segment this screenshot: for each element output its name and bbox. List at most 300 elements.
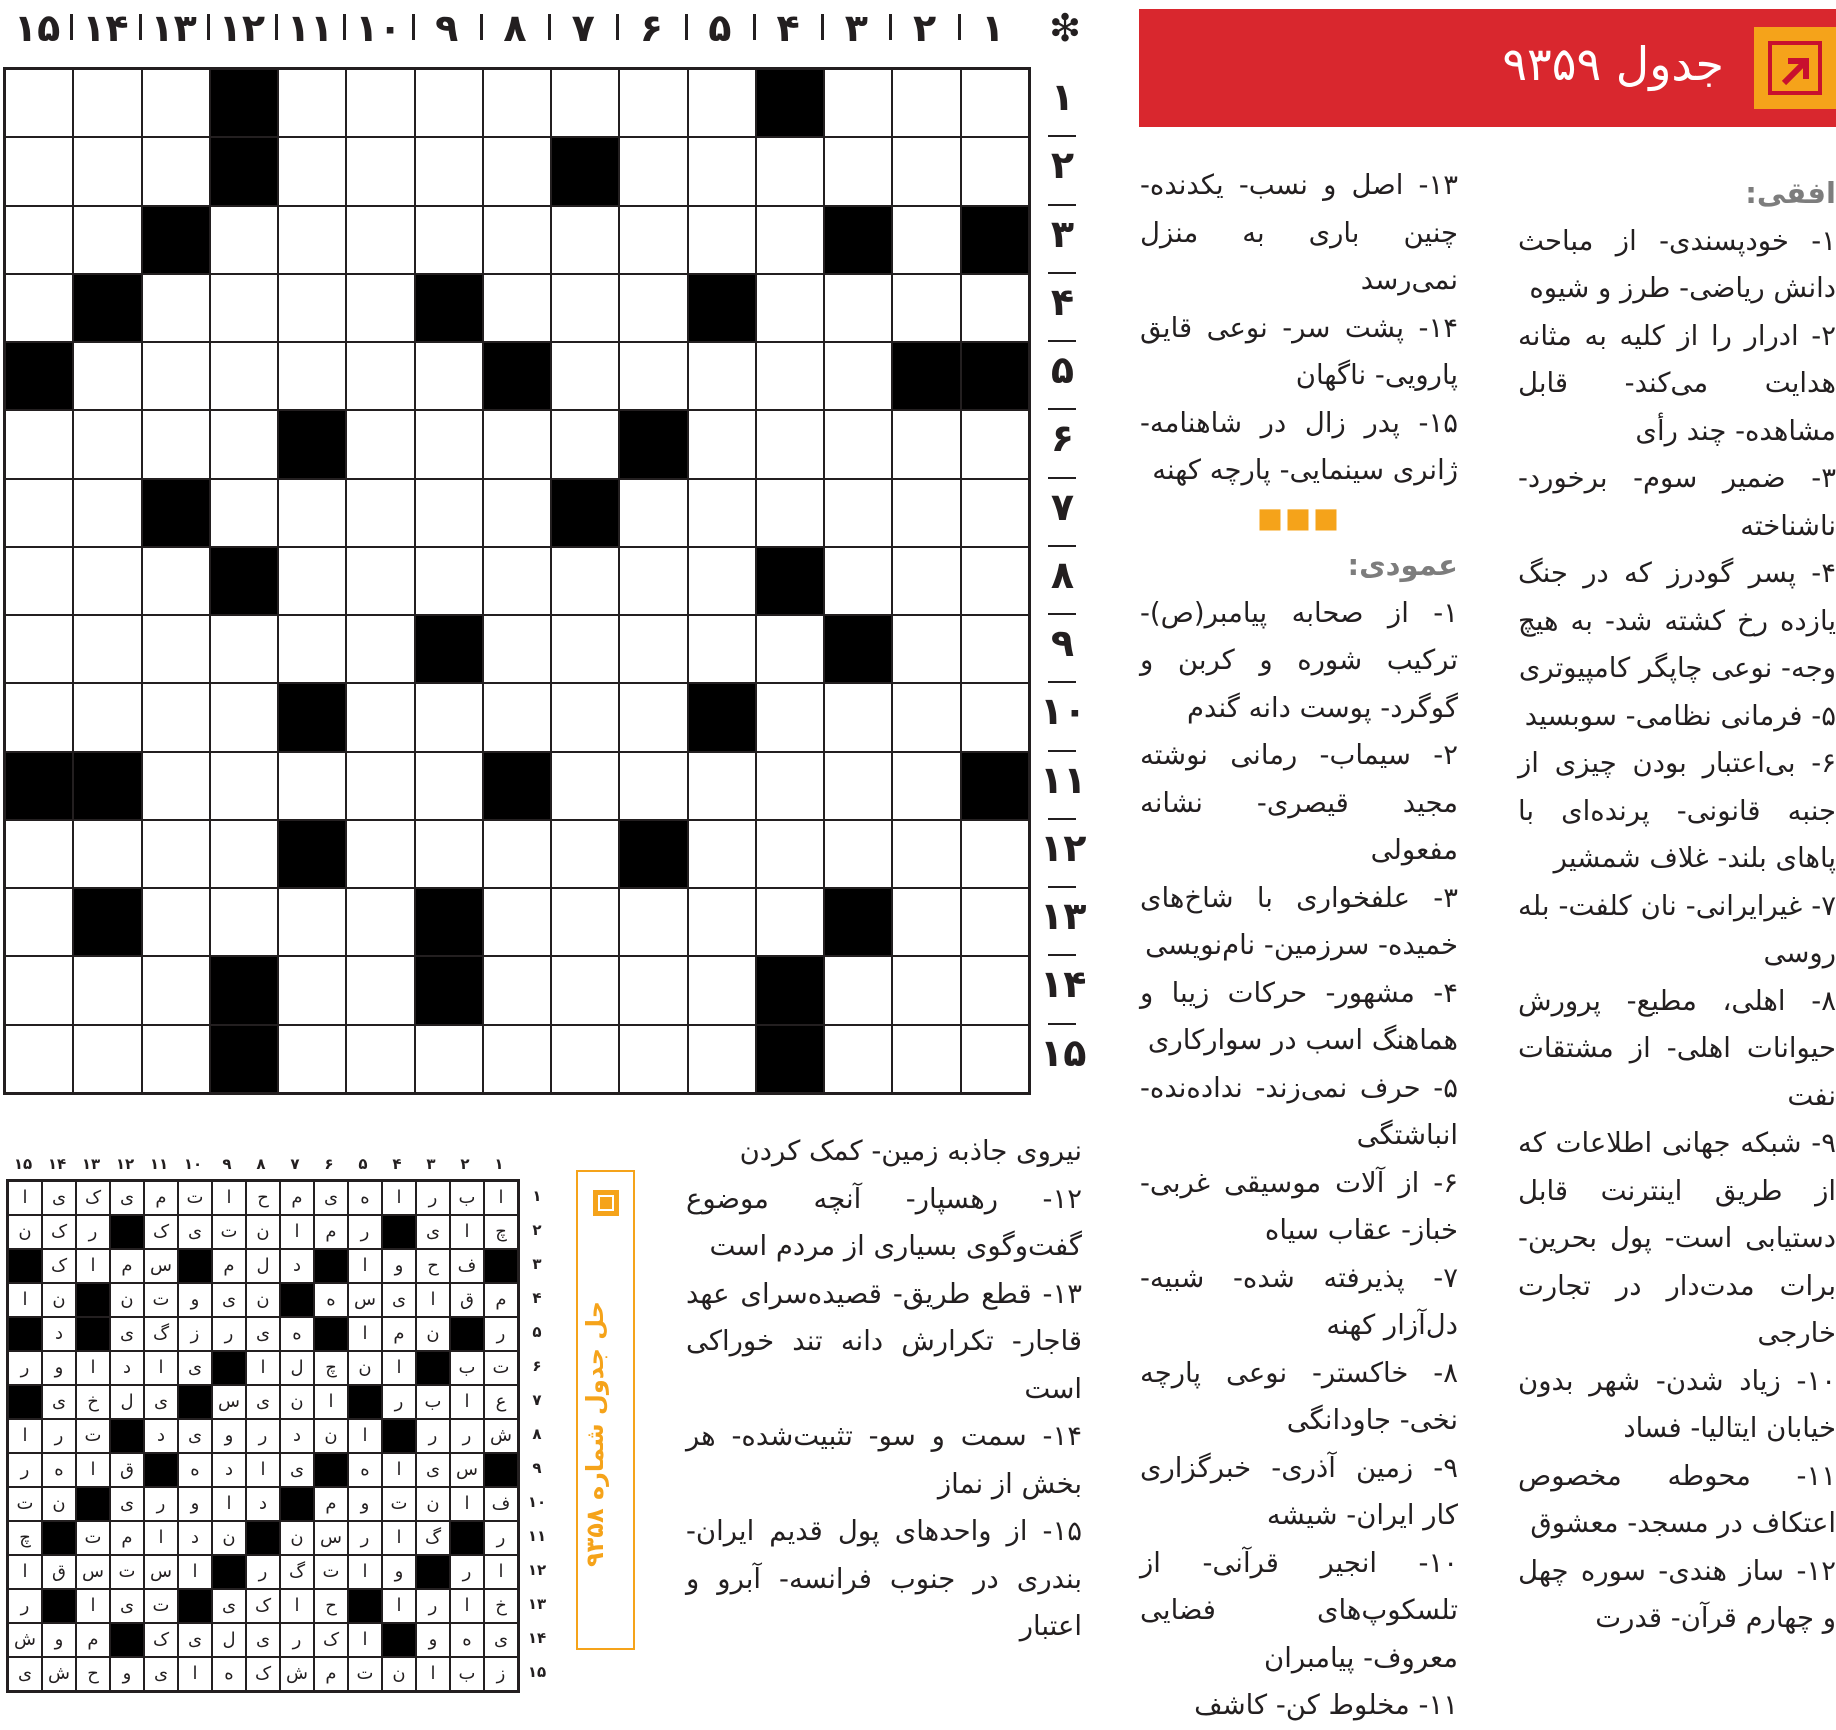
answer-cell[interactable] bbox=[824, 479, 892, 547]
answer-cell[interactable] bbox=[892, 69, 960, 137]
answer-cell[interactable] bbox=[73, 683, 141, 751]
solution-letter: ا bbox=[8, 1181, 42, 1215]
answer-cell[interactable] bbox=[688, 206, 756, 274]
solution-letter: ا bbox=[348, 1555, 382, 1589]
answer-cell[interactable] bbox=[824, 752, 892, 820]
solution-letter: ی bbox=[8, 1657, 42, 1691]
solution-letter: ی bbox=[42, 1181, 76, 1215]
answer-cell[interactable] bbox=[551, 615, 619, 683]
answer-cell[interactable] bbox=[5, 274, 73, 342]
solution-letter: ر bbox=[348, 1215, 382, 1249]
answer-cell[interactable] bbox=[961, 479, 1029, 547]
answer-cell[interactable] bbox=[346, 888, 414, 956]
answer-cell[interactable] bbox=[415, 206, 483, 274]
solution-column-number: ۱۰ bbox=[183, 1155, 203, 1173]
solution-row-number: ۴ bbox=[532, 1289, 542, 1307]
solution-letter: ک bbox=[42, 1249, 76, 1283]
solution-letter: چ bbox=[314, 1351, 348, 1385]
answer-cell[interactable] bbox=[415, 137, 483, 205]
answer-cell[interactable] bbox=[5, 956, 73, 1024]
answer-cell[interactable] bbox=[619, 206, 687, 274]
solution-column-numbers bbox=[0, 1155, 550, 1175]
solution-letter: ز bbox=[178, 1317, 212, 1351]
column-number: ۱۵ bbox=[13, 6, 61, 50]
answer-cell[interactable] bbox=[73, 615, 141, 683]
answer-cell[interactable] bbox=[415, 547, 483, 615]
black-cell bbox=[142, 479, 210, 547]
answer-cell[interactable] bbox=[619, 137, 687, 205]
solution-logo-icon bbox=[593, 1190, 619, 1216]
answer-cell[interactable] bbox=[619, 1025, 687, 1093]
solution-letter: ر bbox=[76, 1215, 110, 1249]
clue-text: ۸- اهلی، مطیع- پرورش حیوانات اهلی- از مشتقات نفت bbox=[1518, 984, 1836, 1112]
answer-cell[interactable] bbox=[142, 615, 210, 683]
answer-cell[interactable] bbox=[892, 615, 960, 683]
answer-cell[interactable] bbox=[210, 615, 278, 683]
solution-letter: ق bbox=[450, 1283, 484, 1317]
answer-cell[interactable] bbox=[551, 274, 619, 342]
clue-text: ۶- از آلات موسیقی غربی- خباز- عقاب سیاه bbox=[1140, 1166, 1458, 1246]
solution-letter: د bbox=[178, 1521, 212, 1555]
answer-cell[interactable] bbox=[210, 683, 278, 751]
answer-cell[interactable] bbox=[756, 274, 824, 342]
answer-cell[interactable] bbox=[346, 820, 414, 888]
answer-cell[interactable] bbox=[142, 69, 210, 137]
answer-cell[interactable] bbox=[415, 479, 483, 547]
answer-cell[interactable] bbox=[961, 69, 1029, 137]
answer-cell[interactable] bbox=[483, 615, 551, 683]
solution-letter: ت bbox=[178, 1181, 212, 1215]
solution-letter: ن bbox=[382, 1657, 416, 1691]
answer-cell[interactable] bbox=[892, 547, 960, 615]
solution-row-number: ۱۱ bbox=[527, 1527, 547, 1545]
answer-cell[interactable] bbox=[892, 956, 960, 1024]
answer-cell[interactable] bbox=[824, 956, 892, 1024]
answer-cell[interactable] bbox=[210, 752, 278, 820]
answer-cell[interactable] bbox=[551, 547, 619, 615]
answer-cell[interactable] bbox=[278, 888, 346, 956]
answer-cell[interactable] bbox=[415, 1025, 483, 1093]
solution-letter: ر bbox=[416, 1589, 450, 1623]
solution-row-number: ۱۳ bbox=[527, 1595, 547, 1613]
solution-letter: ی bbox=[110, 1589, 144, 1623]
solution-letter: ا bbox=[212, 1487, 246, 1521]
answer-cell[interactable] bbox=[415, 683, 483, 751]
solution-letter: ح bbox=[76, 1657, 110, 1691]
answer-cell[interactable] bbox=[483, 410, 551, 478]
answer-cell[interactable] bbox=[892, 274, 960, 342]
answer-cell[interactable] bbox=[142, 1025, 210, 1093]
solution-letter: ا bbox=[246, 1351, 280, 1385]
clue-text: ۱۲- ساز هندی- سوره چهل و چهارم قرآن- قدرت bbox=[1518, 1554, 1836, 1634]
row-number: ۴ bbox=[1050, 279, 1075, 324]
answer-cell[interactable] bbox=[551, 1025, 619, 1093]
answer-cell[interactable] bbox=[210, 888, 278, 956]
answer-cell[interactable] bbox=[483, 683, 551, 751]
black-cell bbox=[210, 1025, 278, 1093]
solution-letter: ر bbox=[450, 1555, 484, 1589]
answer-cell[interactable] bbox=[5, 69, 73, 137]
answer-cell[interactable] bbox=[415, 820, 483, 888]
answer-cell[interactable] bbox=[551, 956, 619, 1024]
answer-cell[interactable] bbox=[756, 342, 824, 410]
answer-cell[interactable] bbox=[483, 888, 551, 956]
column-separator bbox=[343, 14, 346, 40]
answer-cell[interactable] bbox=[73, 69, 141, 137]
answer-cell[interactable] bbox=[346, 479, 414, 547]
solution-letter: ا bbox=[348, 1249, 382, 1283]
answer-cell[interactable] bbox=[551, 820, 619, 888]
answer-cell[interactable] bbox=[415, 410, 483, 478]
answer-cell[interactable] bbox=[346, 69, 414, 137]
solution-letter: ا bbox=[416, 1657, 450, 1691]
answer-cell[interactable] bbox=[278, 956, 346, 1024]
answer-cell[interactable] bbox=[619, 683, 687, 751]
answer-cell[interactable] bbox=[824, 274, 892, 342]
solution-letter: ر bbox=[484, 1317, 518, 1351]
solution-letter: ا bbox=[382, 1521, 416, 1555]
answer-cell[interactable] bbox=[551, 410, 619, 478]
answer-cell[interactable] bbox=[892, 410, 960, 478]
answer-cell[interactable] bbox=[824, 137, 892, 205]
answer-cell[interactable] bbox=[73, 206, 141, 274]
answer-cell[interactable] bbox=[5, 547, 73, 615]
answer-cell[interactable] bbox=[756, 820, 824, 888]
clue-text: ۱۲- رهسپار- آنچه موضوع گفت‌وگوی بسیاری از مردم است bbox=[686, 1182, 1082, 1262]
answer-cell[interactable] bbox=[619, 752, 687, 820]
solution-black-cell bbox=[178, 1385, 212, 1419]
solution-letter: ب bbox=[416, 1385, 450, 1419]
answer-cell[interactable] bbox=[346, 547, 414, 615]
black-cell bbox=[415, 956, 483, 1024]
solution-letter: ر bbox=[382, 1385, 416, 1419]
column-numbers bbox=[0, 0, 1090, 60]
answer-cell[interactable] bbox=[483, 479, 551, 547]
answer-cell[interactable] bbox=[688, 137, 756, 205]
answer-cell[interactable] bbox=[278, 206, 346, 274]
column-number: ۶ bbox=[639, 6, 664, 50]
solution-letter: ه bbox=[450, 1623, 484, 1657]
clue-text: نیروی جاذبه زمین- کمک کردن bbox=[739, 1135, 1082, 1167]
answer-cell[interactable] bbox=[210, 820, 278, 888]
answer-cell[interactable] bbox=[210, 342, 278, 410]
answer-cell[interactable] bbox=[483, 274, 551, 342]
answer-cell[interactable] bbox=[5, 820, 73, 888]
solution-letter: ن bbox=[246, 1215, 280, 1249]
answer-cell[interactable] bbox=[619, 615, 687, 683]
row-separator bbox=[1048, 613, 1076, 615]
solution-letter: س bbox=[212, 1385, 246, 1419]
answer-cell[interactable] bbox=[551, 206, 619, 274]
answer-cell[interactable] bbox=[619, 547, 687, 615]
answer-cell[interactable] bbox=[756, 206, 824, 274]
answer-cell[interactable] bbox=[415, 752, 483, 820]
answer-cell[interactable] bbox=[5, 888, 73, 956]
answer-cell[interactable] bbox=[483, 1025, 551, 1093]
solution-letter: م bbox=[110, 1521, 144, 1555]
answer-cell[interactable] bbox=[824, 683, 892, 751]
answer-cell[interactable] bbox=[961, 615, 1029, 683]
answer-cell[interactable] bbox=[756, 752, 824, 820]
answer-cell[interactable] bbox=[278, 547, 346, 615]
answer-cell[interactable] bbox=[278, 137, 346, 205]
answer-cell[interactable] bbox=[688, 888, 756, 956]
answer-cell[interactable] bbox=[73, 956, 141, 1024]
answer-cell[interactable] bbox=[142, 752, 210, 820]
answer-cell[interactable] bbox=[346, 274, 414, 342]
answer-cell[interactable] bbox=[210, 206, 278, 274]
answer-cell[interactable] bbox=[824, 410, 892, 478]
answer-cell[interactable] bbox=[688, 1025, 756, 1093]
solution-letter: م bbox=[110, 1249, 144, 1283]
answer-cell[interactable] bbox=[824, 342, 892, 410]
answer-cell[interactable] bbox=[551, 752, 619, 820]
solution-letter: ق bbox=[110, 1453, 144, 1487]
solution-letter: م bbox=[314, 1215, 348, 1249]
answer-cell[interactable] bbox=[73, 479, 141, 547]
answer-cell[interactable] bbox=[210, 479, 278, 547]
black-cell bbox=[210, 137, 278, 205]
solution-letter: ا bbox=[382, 1589, 416, 1623]
answer-cell[interactable] bbox=[5, 1025, 73, 1093]
answer-cell[interactable] bbox=[619, 69, 687, 137]
row-separator bbox=[1048, 886, 1076, 888]
answer-cell[interactable] bbox=[824, 69, 892, 137]
black-cell bbox=[483, 752, 551, 820]
answer-cell[interactable] bbox=[892, 137, 960, 205]
answer-cell[interactable] bbox=[142, 342, 210, 410]
clue-text: ۱۴- پشت سر- نوعی قایق پارویی- ناگهان bbox=[1140, 311, 1458, 391]
answer-cell[interactable] bbox=[346, 137, 414, 205]
answer-cell[interactable] bbox=[415, 342, 483, 410]
answer-cell[interactable] bbox=[688, 752, 756, 820]
answer-cell[interactable] bbox=[5, 683, 73, 751]
answer-cell[interactable] bbox=[688, 820, 756, 888]
answer-cell[interactable] bbox=[73, 342, 141, 410]
column-separator bbox=[821, 14, 824, 40]
answer-cell[interactable] bbox=[892, 1025, 960, 1093]
answer-cell[interactable] bbox=[824, 547, 892, 615]
answer-cell[interactable] bbox=[5, 410, 73, 478]
solution-black-cell bbox=[450, 1317, 484, 1351]
solution-letter: ا bbox=[76, 1351, 110, 1385]
solution-column-number: ۶ bbox=[324, 1155, 334, 1173]
answer-cell[interactable] bbox=[619, 342, 687, 410]
answer-cell[interactable] bbox=[5, 615, 73, 683]
answer-cell[interactable] bbox=[278, 479, 346, 547]
answer-cell[interactable] bbox=[73, 1025, 141, 1093]
answer-cell[interactable] bbox=[756, 479, 824, 547]
answer-cell[interactable] bbox=[346, 956, 414, 1024]
answer-cell[interactable] bbox=[961, 683, 1029, 751]
answer-cell[interactable] bbox=[278, 615, 346, 683]
clue-text: ۷- غیرایرانی- نان کلفت- بله روسی bbox=[1518, 889, 1836, 969]
solution-letter: خ bbox=[76, 1385, 110, 1419]
answer-cell[interactable] bbox=[619, 956, 687, 1024]
answer-cell[interactable] bbox=[346, 1025, 414, 1093]
answer-cell[interactable] bbox=[824, 1025, 892, 1093]
answer-cell[interactable] bbox=[688, 956, 756, 1024]
answer-cell[interactable] bbox=[142, 683, 210, 751]
answer-cell[interactable] bbox=[756, 888, 824, 956]
row-separator bbox=[1048, 750, 1076, 752]
solution-letter: ی bbox=[416, 1453, 450, 1487]
solution-letter: ن bbox=[246, 1283, 280, 1317]
answer-cell[interactable] bbox=[551, 888, 619, 956]
black-cell bbox=[278, 683, 346, 751]
answer-cell[interactable] bbox=[278, 274, 346, 342]
column-number: ۱۳ bbox=[150, 6, 197, 50]
answer-cell[interactable] bbox=[688, 69, 756, 137]
answer-cell[interactable] bbox=[892, 479, 960, 547]
solution-letter: و bbox=[42, 1351, 76, 1385]
answer-cell[interactable] bbox=[73, 820, 141, 888]
answer-cell[interactable] bbox=[892, 820, 960, 888]
answer-cell[interactable] bbox=[210, 410, 278, 478]
answer-cell[interactable] bbox=[142, 888, 210, 956]
solution-letter: ی bbox=[416, 1215, 450, 1249]
solution-letter: ب bbox=[450, 1351, 484, 1385]
answer-cell[interactable] bbox=[892, 206, 960, 274]
column-number: ۱۴ bbox=[82, 6, 129, 50]
answer-cell[interactable] bbox=[73, 547, 141, 615]
solution-black-cell bbox=[178, 1249, 212, 1283]
answer-cell[interactable] bbox=[551, 342, 619, 410]
answer-cell[interactable] bbox=[756, 410, 824, 478]
answer-cell[interactable] bbox=[346, 206, 414, 274]
answer-cell[interactable] bbox=[961, 137, 1029, 205]
row-number: ۹ bbox=[1050, 621, 1075, 666]
row-separator bbox=[1048, 204, 1076, 206]
answer-cell[interactable] bbox=[961, 820, 1029, 888]
answer-cell[interactable] bbox=[346, 410, 414, 478]
clue-text: ۸- خاکستر- نوعی پارچه نخی- جاودانگی bbox=[1140, 1356, 1458, 1436]
answer-cell[interactable] bbox=[483, 69, 551, 137]
solution-letter: ر bbox=[8, 1453, 42, 1487]
black-cell bbox=[756, 1025, 824, 1093]
answer-cell[interactable] bbox=[5, 137, 73, 205]
answer-cell[interactable] bbox=[483, 547, 551, 615]
solution-column-number: ۹ bbox=[222, 1155, 232, 1173]
solution-letter: ی bbox=[178, 1351, 212, 1385]
solution-letter: س bbox=[144, 1249, 178, 1283]
answer-cell[interactable] bbox=[142, 956, 210, 1024]
answer-cell[interactable] bbox=[756, 615, 824, 683]
answer-cell[interactable] bbox=[961, 956, 1029, 1024]
answer-cell[interactable] bbox=[756, 137, 824, 205]
answer-cell[interactable] bbox=[210, 274, 278, 342]
row-number: ۶ bbox=[1050, 416, 1075, 461]
answer-cell[interactable] bbox=[278, 342, 346, 410]
answer-cell[interactable] bbox=[415, 69, 483, 137]
answer-cell[interactable] bbox=[5, 479, 73, 547]
answer-cell[interactable] bbox=[619, 274, 687, 342]
answer-cell[interactable] bbox=[142, 820, 210, 888]
black-cell bbox=[756, 956, 824, 1024]
solution-letter: ا bbox=[382, 1351, 416, 1385]
answer-cell[interactable] bbox=[619, 888, 687, 956]
across-heading: افقی: bbox=[1745, 176, 1836, 210]
answer-cell[interactable] bbox=[483, 137, 551, 205]
newspaper-logo-icon bbox=[1754, 27, 1836, 109]
solution-letter: ر bbox=[348, 1521, 382, 1555]
solution-letter: ش bbox=[42, 1657, 76, 1691]
black-cell bbox=[415, 274, 483, 342]
answer-cell[interactable] bbox=[892, 752, 960, 820]
answer-cell[interactable] bbox=[688, 479, 756, 547]
solution-letter: ف bbox=[484, 1487, 518, 1521]
answer-cell[interactable] bbox=[892, 683, 960, 751]
solution-row-number: ۱ bbox=[532, 1187, 542, 1205]
clue-text: ۱۳- اصل و نسب- یکدنده- چنین باری به منزل نمی‌رسد bbox=[1140, 169, 1458, 296]
answer-cell[interactable] bbox=[142, 137, 210, 205]
answer-cell[interactable] bbox=[346, 683, 414, 751]
answer-cell[interactable] bbox=[619, 479, 687, 547]
column-separator bbox=[753, 14, 756, 40]
solution-letter: ا bbox=[382, 1181, 416, 1215]
answer-cell[interactable] bbox=[483, 206, 551, 274]
solution-row-number: ۹ bbox=[532, 1459, 542, 1477]
answer-cell[interactable] bbox=[483, 956, 551, 1024]
answer-cell[interactable] bbox=[961, 547, 1029, 615]
solution-letter: ا bbox=[76, 1453, 110, 1487]
answer-cell[interactable] bbox=[688, 342, 756, 410]
answer-cell[interactable] bbox=[961, 888, 1029, 956]
solution-letter: س bbox=[314, 1521, 348, 1555]
answer-cell[interactable] bbox=[278, 1025, 346, 1093]
answer-cell[interactable] bbox=[73, 410, 141, 478]
column-separator bbox=[412, 14, 415, 40]
answer-cell[interactable] bbox=[551, 69, 619, 137]
answer-cell[interactable] bbox=[961, 1025, 1029, 1093]
answer-cell[interactable] bbox=[688, 410, 756, 478]
answer-cell[interactable] bbox=[688, 547, 756, 615]
answer-cell[interactable] bbox=[278, 69, 346, 137]
crossword-grid bbox=[3, 67, 1031, 1095]
answer-cell[interactable] bbox=[5, 206, 73, 274]
solution-letter: خ bbox=[484, 1589, 518, 1623]
solution-letter: ر bbox=[416, 1419, 450, 1453]
answer-cell[interactable] bbox=[824, 820, 892, 888]
answer-cell[interactable] bbox=[346, 752, 414, 820]
solution-letter: ر bbox=[484, 1521, 518, 1555]
answer-cell[interactable] bbox=[142, 274, 210, 342]
row-separator bbox=[1048, 340, 1076, 342]
answer-cell[interactable] bbox=[346, 615, 414, 683]
answer-cell[interactable] bbox=[73, 137, 141, 205]
answer-cell[interactable] bbox=[142, 410, 210, 478]
answer-cell[interactable] bbox=[961, 410, 1029, 478]
solution-letter: ر bbox=[416, 1181, 450, 1215]
solution-column-number: ۱۴ bbox=[47, 1155, 67, 1173]
solution-letter: ر bbox=[8, 1351, 42, 1385]
answer-cell[interactable] bbox=[688, 615, 756, 683]
answer-cell[interactable] bbox=[346, 342, 414, 410]
answer-cell[interactable] bbox=[278, 752, 346, 820]
solution-row-number: ۱۲ bbox=[527, 1561, 547, 1579]
answer-cell[interactable] bbox=[142, 547, 210, 615]
solution-row-number: ۶ bbox=[532, 1357, 542, 1375]
answer-cell[interactable] bbox=[483, 820, 551, 888]
answer-cell[interactable] bbox=[961, 274, 1029, 342]
answer-cell[interactable] bbox=[756, 683, 824, 751]
answer-cell[interactable] bbox=[551, 683, 619, 751]
solution-letter: د bbox=[280, 1419, 314, 1453]
clue-text: ۱- خودپسندی- از مباحث دانش ریاضی- طرز و شیوه bbox=[1518, 224, 1836, 304]
solution-letter: ی bbox=[144, 1657, 178, 1691]
answer-cell[interactable] bbox=[892, 888, 960, 956]
solution-letter: ی bbox=[178, 1215, 212, 1249]
